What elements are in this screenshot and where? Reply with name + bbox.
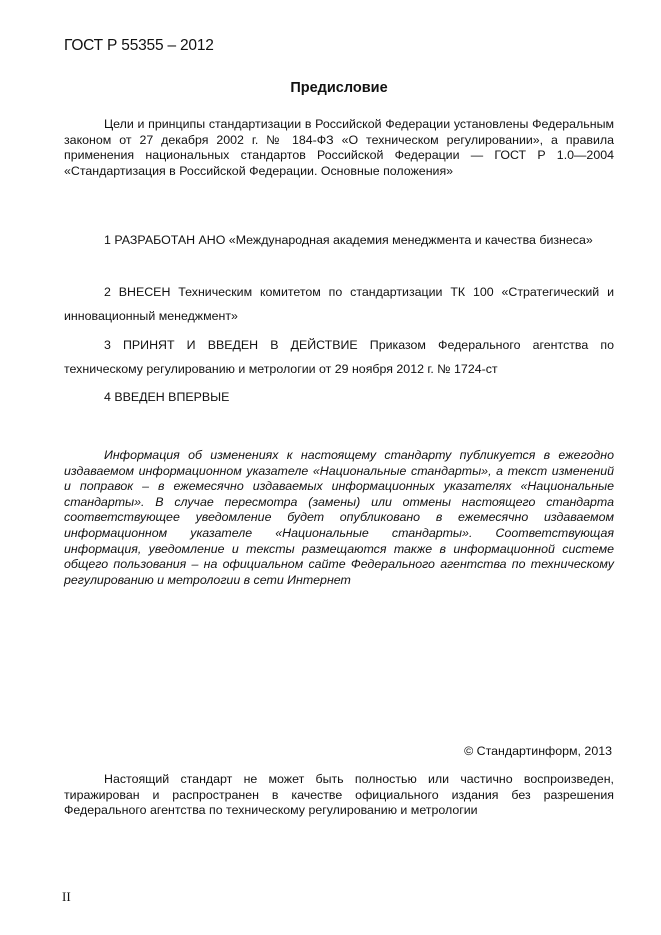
copyright-line: © Стандартинформ, 2013 <box>464 744 612 758</box>
reproduction-notice: Настоящий стандарт не может быть полностью или частично воспроизведен, тиражирован и распространен в качестве официального издания без разрешения Федерального агентства по техническому регулированию и метрологии <box>64 772 614 818</box>
list-item-first-introduced: 4 ВВЕДЕН ВПЕРВЫЕ <box>104 390 230 404</box>
list-item-introduced: 2 ВНЕСЕН Техническим комитетом по стандартизации ТК 100 «Стратегический и инновационный менеджмент» <box>64 285 614 323</box>
page-title: Предисловие <box>290 80 388 96</box>
list-item-developed: 1 РАЗРАБОТАН АНО «Международная академия менеджмента и качества бизнеса» <box>104 233 593 247</box>
page-number: II <box>62 889 71 904</box>
list-item-adopted: 3 ПРИНЯТ И ВВЕДЕН В ДЕЙСТВИЕ Приказом Федерального агентства по техническому регулированию и метрологии от 29 ноября 2012 г. № 1724-ст <box>64 338 614 376</box>
intro-paragraph: Цели и принципы стандартизации в Российской Федерации установлены Федеральным законом от 27 декабря 2002 г. № 184-ФЗ «О техническом регулировании», а правила применения национальных стандартов Российской Федерации — ГОСТ Р 1.0—2004 «Стандартизация в Российской Федерации. Основные положения» <box>64 117 614 178</box>
standard-code-header: ГОСТ Р 55355 – 2012 <box>64 37 214 54</box>
info-note-paragraph: Информация об изменениях к настоящему стандарту публикуется в ежегодно издаваемом информационном указателе «Национальные стандарты», а текст изменений и поправок – в ежемесячно издаваемых информационных указателях «Национальные стандарты». В случае пересмотра (замены) или отмены настоящего стандарта соответствующее уведомление будет опубликовано в ежемесячно издаваемом информационном указателе «Национальные стандарты». Соответствующая информация, уведомление и тексты размещаются также в информационной системе общего пользования – на официальном сайте Федерального агентства по техническому регулированию и метрологии в сети Интернет <box>64 448 614 587</box>
